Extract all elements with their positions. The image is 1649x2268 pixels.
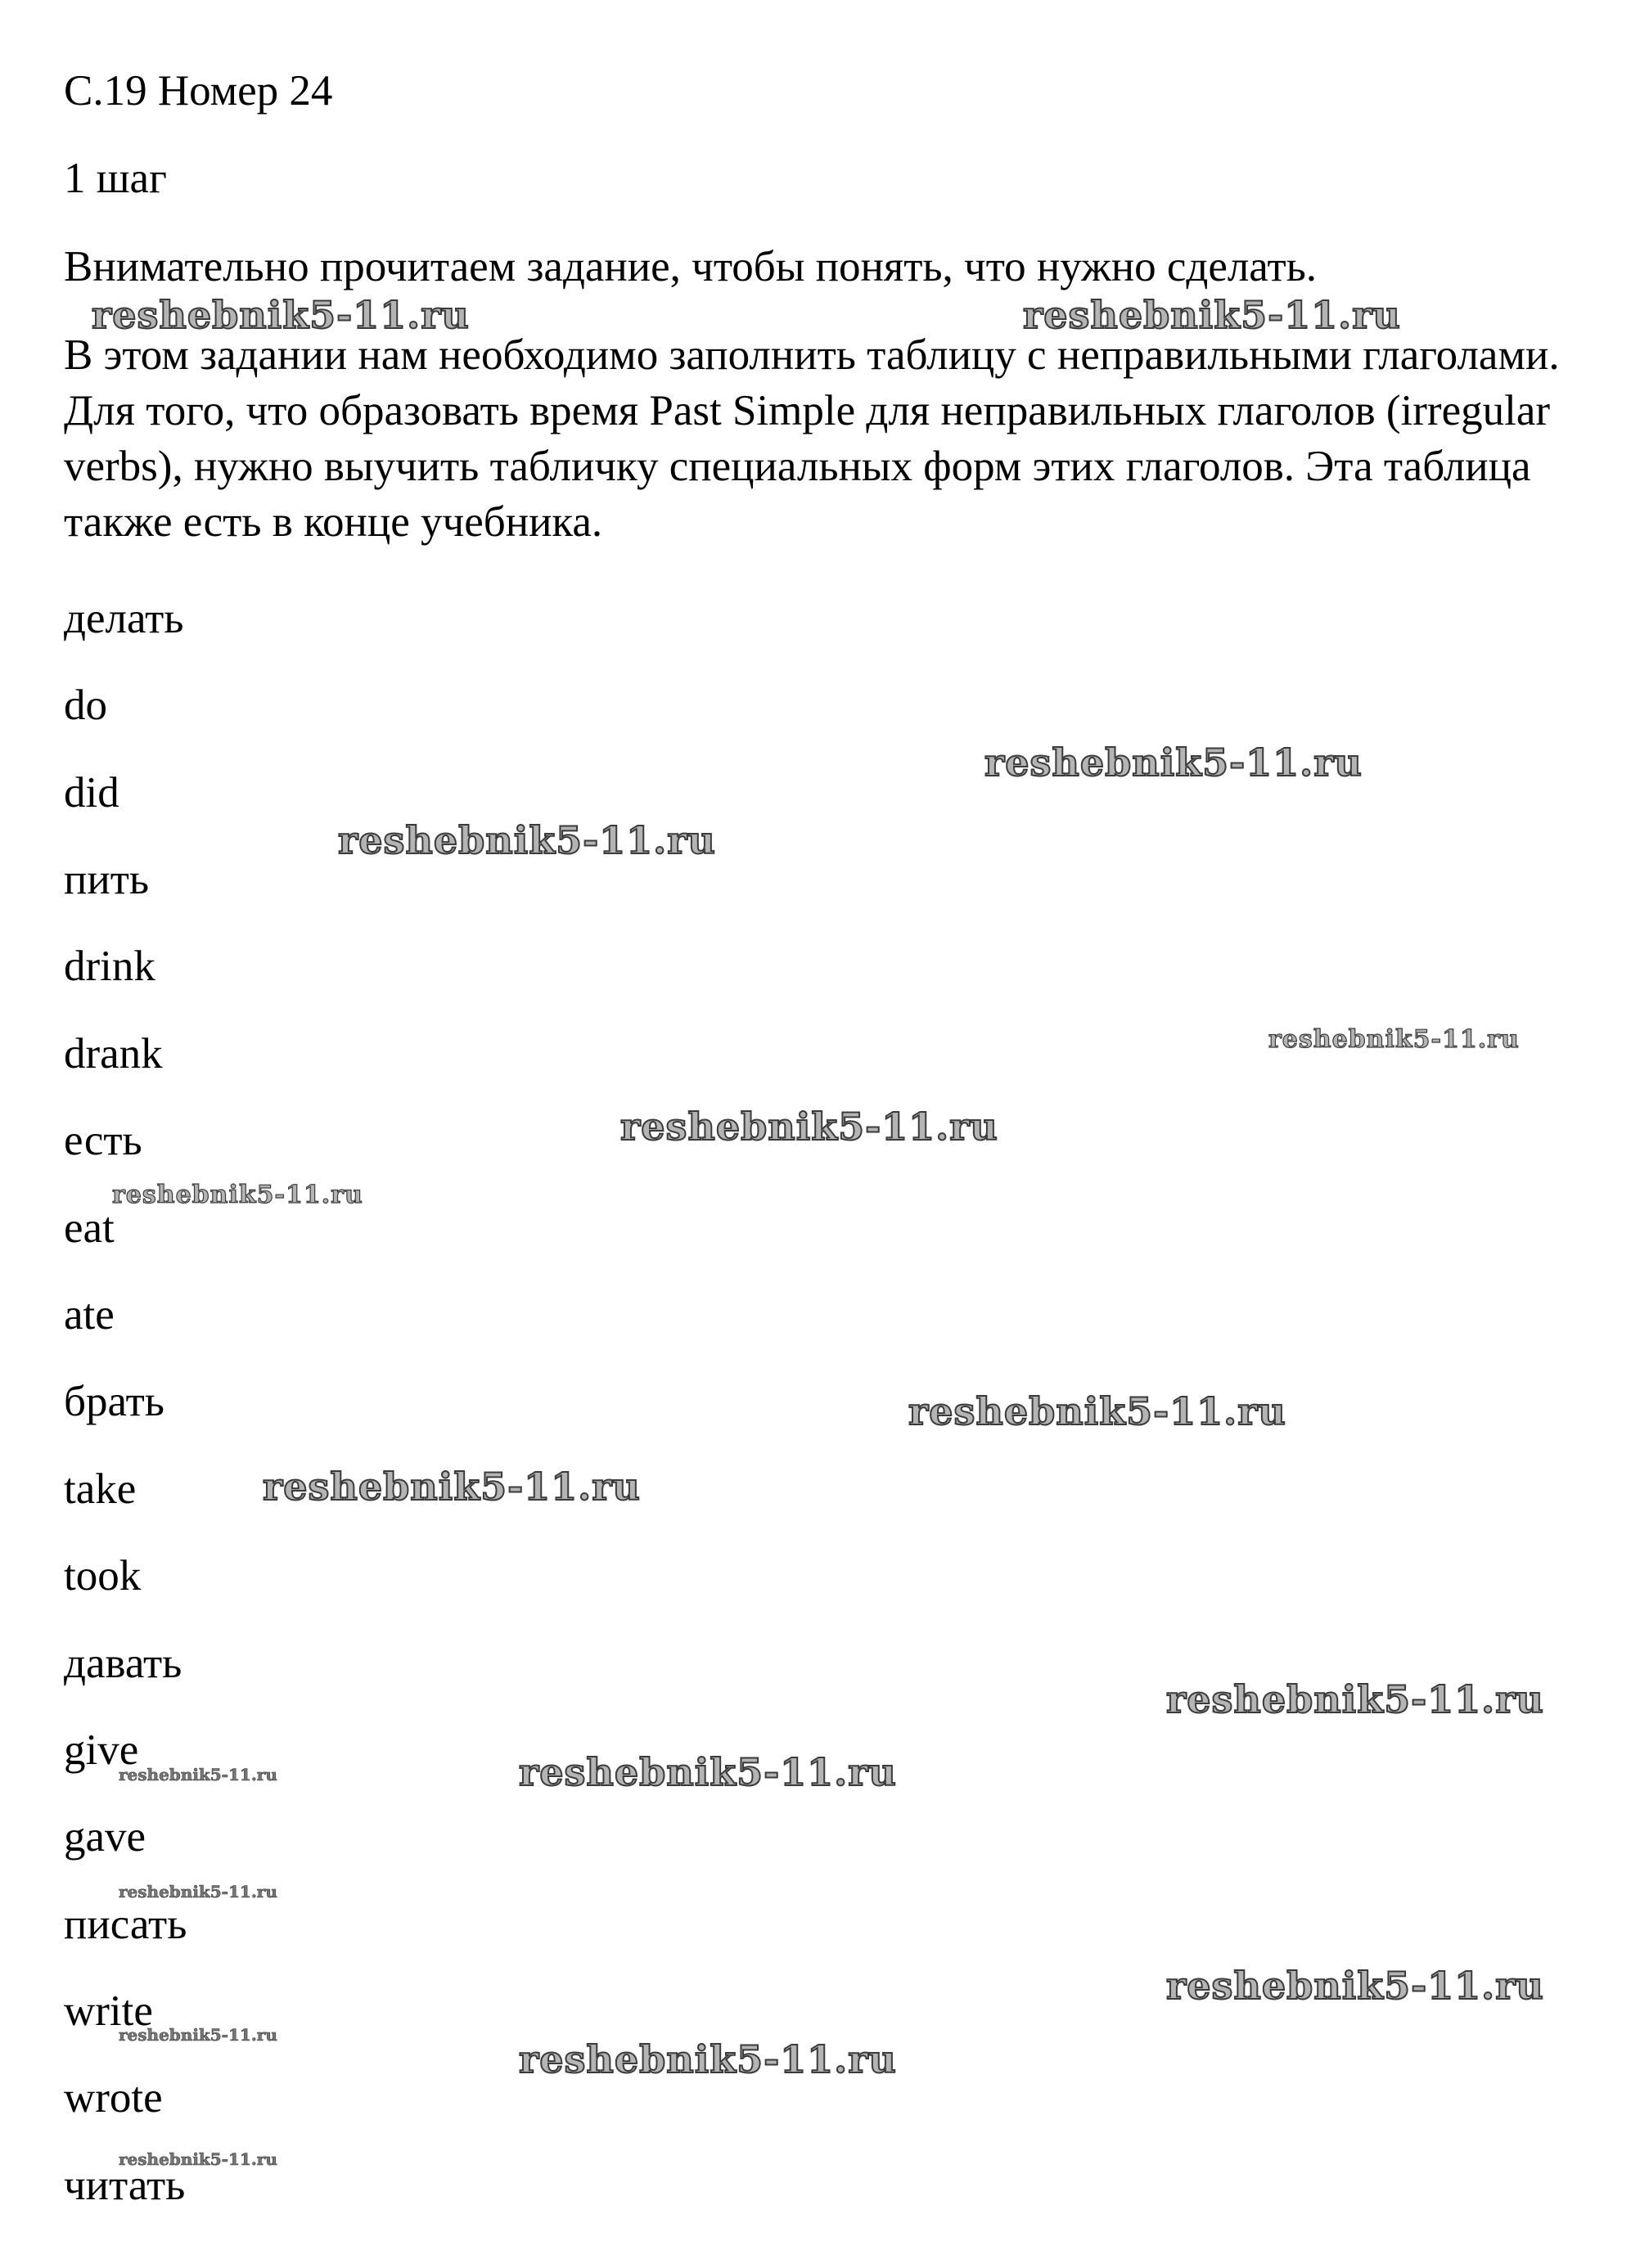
watermark: reshebnik5-11.ru [112,1181,363,1209]
list-item: drank [64,1030,163,1078]
watermark: reshebnik5-11.ru [1268,1025,1520,1054]
list-item: пить [64,856,150,903]
list-item: брать [64,1378,164,1425]
list-item: wrote [64,2074,163,2122]
task-paragraph: В этом задании нам необходимо заполнить таблицу с неправильными глаголами. Для того, что образовать время Past Simple для неправильных глаголов (irregular verbs), нужно выучить табличку специальных форм этих глаголов. Эта таблица также есть в конце учебника. [64,331,1560,546]
list-item: take [64,1465,137,1513]
list-item: есть [64,1117,142,1164]
list-item: did [64,769,119,817]
list-item: give [64,1726,139,1774]
watermark: reshebnik5-11.ru [119,1882,277,1901]
list-item: do [64,682,107,729]
page-title: С.19 Номер 24 [64,67,333,115]
watermark: reshebnik5-11.ru [119,2149,277,2169]
list-item: писать [64,1901,187,1948]
list-item: ate [64,1291,115,1339]
watermark: reshebnik5-11.ru [1166,1677,1544,1721]
list-item: давать [64,1640,182,1687]
list-item: читать [64,2162,186,2209]
watermark: reshebnik5-11.ru [338,818,716,862]
watermark: reshebnik5-11.ru [119,1765,277,1784]
list-item: gave [64,1813,146,1861]
watermark: reshebnik5-11.ru [908,1389,1286,1433]
list-item: write [64,1987,153,2035]
watermark: reshebnik5-11.ru [519,1750,897,1794]
list-item: drink [64,943,155,990]
intro-paragraph: Внимательно прочитаем задание, чтобы понять, что нужно сделать. [64,243,1318,290]
list-item: eat [64,1204,115,1252]
watermark: reshebnik5-11.ru [620,1105,998,1149]
list-item: делать [64,595,184,642]
step-heading: 1 шаг [64,155,167,202]
watermark: reshebnik5-11.ru [1166,1964,1544,2008]
watermark: reshebnik5-11.ru [984,740,1363,785]
watermark: reshebnik5-11.ru [519,2037,897,2081]
watermark: reshebnik5-11.ru [263,1465,641,1509]
list-item: took [64,1552,142,1600]
watermark: reshebnik5-11.ru [1023,293,1401,337]
watermark: reshebnik5-11.ru [92,293,470,337]
watermark: reshebnik5-11.ru [119,2025,277,2045]
